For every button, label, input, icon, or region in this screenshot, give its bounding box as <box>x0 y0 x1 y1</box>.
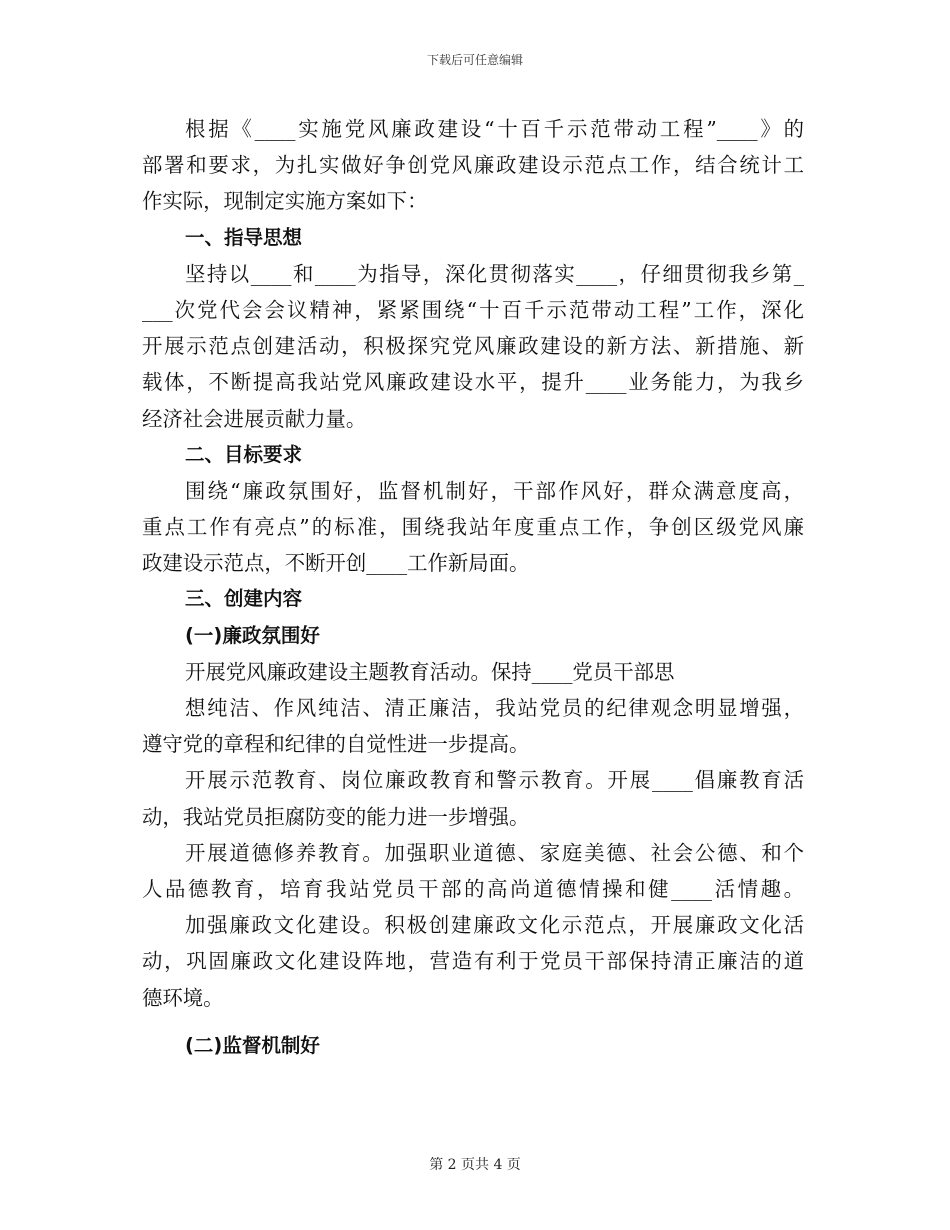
paragraph-line: 载体，不断提高我站党风廉政建设水平，提升____业务能力，为我乡 <box>142 370 804 395</box>
paragraph-line: 动，我站党员拒腐防变的能力进一步增强。 <box>142 804 530 829</box>
paragraph-line: 德环境。 <box>142 985 224 1010</box>
paragraph-line: 重点工作有亮点”的标准，围绕我站年度重点工作，争创区级党风廉 <box>142 515 804 540</box>
section-heading: 二、目标要求 <box>185 442 303 466</box>
paragraph-line: 想纯洁、作风纯洁、清正廉洁，我站党员的纪律观念明显增强， <box>185 696 804 720</box>
paragraph-line: 政建设示范点，不断开创____工作新局面。 <box>142 551 530 576</box>
paragraph-line: 开展示范点创建活动，积极探究党风廉政建设的新方法、新措施、新 <box>142 334 804 359</box>
paragraph-line: 开展示范教育、岗位廉政教育和警示教育。开展____倡廉教育活 <box>185 768 804 793</box>
paragraph-line: 动，巩固廉政文化建设阵地，营造有利于党员干部保持清正廉洁的道 <box>142 949 804 974</box>
paragraph-line: 开展道德修养教育。加强职业道德、家庭美德、社会公德、和个 <box>185 840 804 865</box>
page-footer: 第 2 页共 4 页 <box>429 1157 521 1173</box>
document-body <box>142 111 804 1064</box>
section-heading: 一、指导思想 <box>185 225 303 249</box>
paragraph-line: 根据《____实施党风廉政建设“十百千示范带动工程”____》的 <box>185 117 804 141</box>
paragraph-line: 加强廉政文化建设。积极创建廉政文化示范点，开展廉政文化活 <box>185 913 804 938</box>
paragraph-line: 经济社会进展贡献力量。 <box>142 406 367 431</box>
subsection-heading: (二)监督机制好 <box>185 1033 320 1057</box>
page-header: 下载后可任意编辑 <box>426 53 523 67</box>
section-heading: 三、创建内容 <box>185 587 303 611</box>
paragraph-line: ___次党代会会议精神，紧紧围绕“十百千示范带动工程”工作，深化 <box>142 297 804 322</box>
paragraph-line: 作实际，现制定实施方案如下： <box>142 189 428 214</box>
paragraph-line: 遵守党的章程和纪律的自觉性进一步提高。 <box>142 732 530 757</box>
paragraph-line: 围绕“廉政氛围好，监督机制好，干部作风好，群众满意度高， <box>185 478 804 503</box>
paragraph-line: 人品德教育，培育我站党员干部的高尚道德情操和健____活情趣。 <box>142 876 804 901</box>
paragraph-line: 部署和要求，为扎实做好争创党风廉政建设示范点工作，结合统计工 <box>142 153 804 178</box>
subsection-heading: (一)廉政氛围好 <box>185 623 320 647</box>
paragraph-line: 开展党风廉政建设主题教育活动。保持____党员干部思 <box>185 659 675 684</box>
paragraph-line: 坚持以____和____为指导，深化贯彻落实____，仔细贯彻我乡第_ <box>185 261 804 286</box>
